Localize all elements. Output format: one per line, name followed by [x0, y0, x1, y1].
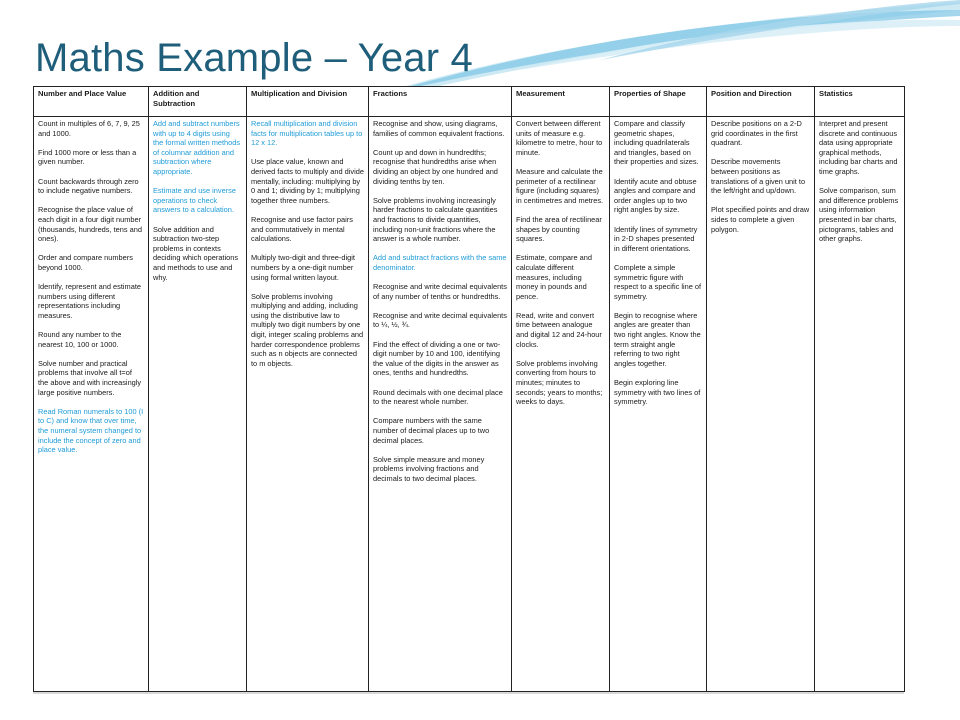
objective-item: Estimate and use inverse operations to check answers to a calculation. [153, 186, 236, 215]
objective-item: Begin exploring line symmetry with two lines of symmetry. [614, 378, 701, 407]
objective-item: Read Roman numerals to 100 (I to C) and know that over time, the numeral system changed to include the concept of zero and place value. [38, 406, 144, 455]
column-cell [815, 117, 905, 692]
column-cell [369, 117, 512, 692]
table-shadow [33, 692, 904, 694]
objective-item: Describe movements between positions as translations of a given unit to the left/right and up/down. [711, 157, 806, 196]
objective-item: Identify, represent and estimate numbers using different representations including measures. [38, 282, 141, 320]
column-cell [610, 117, 707, 692]
column-cell [707, 117, 815, 692]
objective-item: Recognise and write decimal equivalents of any number of tenths or hundredths. [373, 282, 507, 301]
objective-item: Measure and calculate the perimeter of a rectilinear figure (including squares) in centimetres and metres. [516, 166, 604, 205]
objective-item: Solve problems involving multiplying and adding, including using the distributive law to multiply two digit numbers by one digit, integer scaling problems and harder correspondence problems such as n objects are connected to m objects. [251, 291, 364, 368]
objective-item: Solve problems involving converting from hours to minutes; minutes to seconds; years to months; weeks to days. [516, 358, 603, 407]
column-header: Multiplication and Division [247, 87, 369, 117]
objective-item: Recognise and use factor pairs and commutatively in mental calculations. [251, 214, 353, 244]
column-header: Fractions [369, 87, 512, 117]
objective-item: Recognise and write decimal equivalents to ¼, ½, ¾. [373, 310, 507, 330]
objective-item: Describe positions on a 2-D grid coordinates in the first quadrant. [711, 119, 802, 148]
objective-item: Convert between different units of measure e.g. kilometre to metre, hour to minute. [516, 119, 603, 157]
objective-item: Solve comparison, sum and difference problems using information presented in bar charts, pictograms, tables and other graphs. [819, 186, 899, 244]
column-header: Position and Direction [707, 87, 815, 117]
table-body-row [34, 117, 905, 692]
column-header: Addition and Subtraction [149, 87, 247, 117]
objective-item: Recall multiplication and division facts for multiplication tables up to 12 x 12. [251, 119, 363, 148]
curriculum-table [33, 86, 905, 692]
objective-item: Solve addition and subtraction two-step problems in contexts deciding which operations and methods to use and why. [153, 224, 239, 282]
objective-item: Use place value, known and derived facts to multiply and divide mentally, including: multiplying by 0 and 1; dividing by 1; multiplying together three numbers. [251, 157, 364, 205]
column-cell [149, 117, 247, 692]
objective-item: Add and subtract numbers with up to 4 digits using the formal written methods of columnar addition and subtraction where appropriate. [153, 119, 241, 176]
objective-item: Solve simple measure and money problems involving fractions and decimals to two decimal places. [373, 454, 485, 483]
column-cell [34, 117, 149, 692]
column-cell [512, 117, 610, 692]
objective-item: Plot specified points and draw sides to complete a given polygon. [711, 205, 810, 234]
objective-item: Compare numbers with the same number of decimal places up to two decimal places. [373, 416, 490, 445]
objective-item: Find 1000 more or less than a given number. [38, 147, 137, 167]
objective-item: Add and subtract fractions with the same denominator. [373, 253, 507, 272]
table-header-row [34, 87, 905, 117]
objective-item: Begin to recognise where angles are greater than two right angles. Know the term straight angle referring to two right angles together. [614, 310, 701, 368]
objective-item: Estimate, compare and calculate different measures, including money in pounds and pence. [516, 253, 592, 301]
objective-item: Compare and classify geometric shapes, including quadrilaterals and triangles, based on their properties and sizes. [614, 119, 699, 167]
objective-item: Round decimals with one decimal place to the nearest whole number. [373, 387, 503, 407]
objective-item: Find the area of rectilinear shapes by counting squares. [516, 214, 602, 244]
column-header: Measurement [512, 87, 610, 117]
objective-item: Solve number and practical problems that involve all t=of the above and with increasingly large positive numbers. [38, 358, 142, 397]
objective-item: Recognise and show, using diagrams, families of common equivalent fractions. [373, 119, 505, 138]
slide-title: Maths Example – Year 4 [35, 36, 473, 80]
objective-item: Count in multiples of 6, 7, 9, 25 and 1000. [38, 119, 140, 138]
objective-item: Count up and down in hundredths; recognise that hundredths arise when dividing an object by one hundred and dividing tenths by ten. [373, 147, 498, 186]
objective-item: Recognise the place value of each digit in a four digit number (thousands, hundreds, tens and ones). [38, 205, 142, 244]
objective-item: Identify acute and obtuse angles and compare and order angles up to two right angles by size. [614, 176, 697, 215]
objective-item: Interpret and present discrete and continuous data using appropriate graphical methods, including bar charts and time graphs. [819, 119, 898, 176]
column-header: Properties of Shape [610, 87, 707, 117]
objective-item: Read, write and convert time between analogue and digital 12 and 24-hour clocks. [516, 310, 602, 349]
column-header: Number and Place Value [34, 87, 149, 117]
objective-item: Round any number to the nearest 10, 100 or 1000. [38, 330, 122, 349]
objective-item: Count backwards through zero to include negative numbers. [38, 176, 139, 196]
objective-item: Identify lines of symmetry in 2-D shapes presented in different orientations. [614, 224, 698, 253]
column-header: Statistics [815, 87, 905, 117]
objective-item: Multiply two-digit and three-digit numbers by a one-digit number using formal written layout. [251, 253, 355, 282]
objective-item: Complete a simple symmetric figure with respect to a specific line of symmetry. [614, 262, 702, 301]
objective-item: Find the effect of dividing a one or two-digit number by 10 and 100, identifying the value of the digits in the answer as ones, tenths and hundredths. [373, 339, 501, 378]
objective-item: Solve problems involving increasingly harder fractions to calculate quantities and fractions to divide quantities, including non-unit fractions where the answer is a whole number. [373, 195, 498, 244]
objective-item: Order and compare numbers beyond 1000. [38, 253, 133, 272]
column-cell [247, 117, 369, 692]
